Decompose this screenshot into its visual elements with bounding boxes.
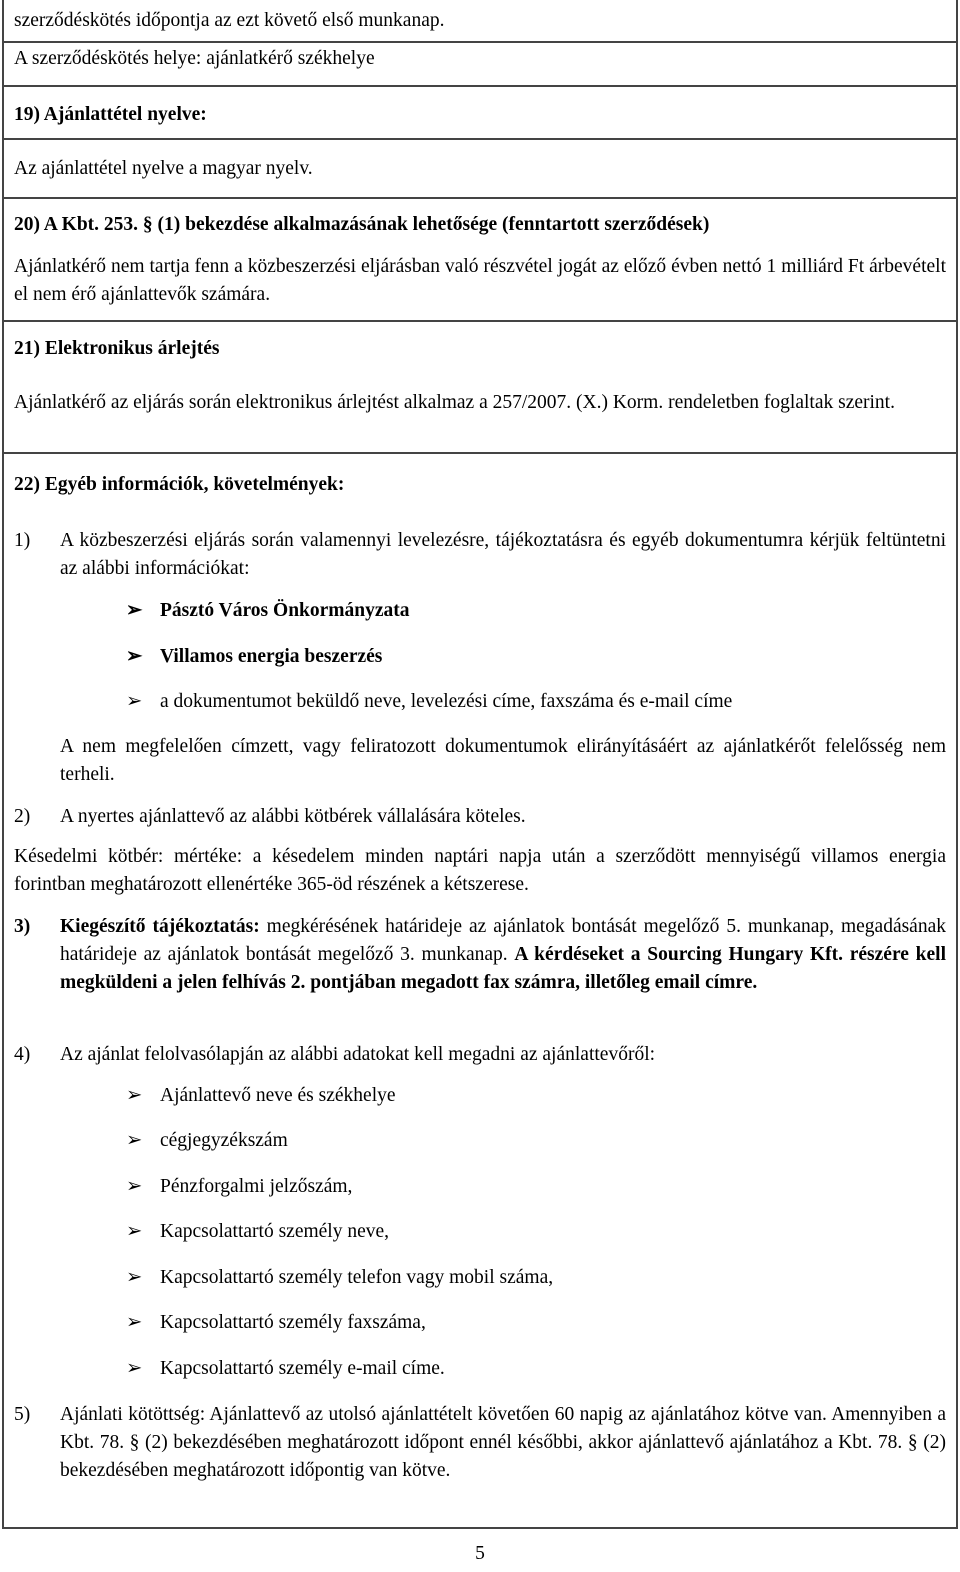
arrow-bullet-icon: ➢ bbox=[126, 1176, 143, 1197]
item-3-number: 3) bbox=[14, 916, 31, 937]
arrow-bullet-icon: ➢ bbox=[126, 1221, 143, 1242]
row-divider bbox=[2, 320, 958, 322]
arrow-bullet-icon: ➢ bbox=[126, 646, 143, 667]
section-20-heading: 20) A Kbt. 253. § (1) bekezdése alkalmazásának lehetősége (fenntartott szerződések) bbox=[14, 214, 710, 235]
section-21-heading: 21) Elektronikus árlejtés bbox=[14, 338, 220, 359]
arrow-bullet-icon: ➢ bbox=[126, 1085, 143, 1106]
item-1-note bbox=[14, 733, 946, 789]
item-2-text bbox=[14, 803, 946, 831]
arrow-bullet-icon: ➢ bbox=[126, 1130, 143, 1151]
section-21-text: Ajánlatkérő az eljárás során elektronikus árlejtést alkalmaz a 257/2007. (X.) Korm. rendeletben foglaltak szerint. bbox=[14, 392, 895, 413]
item-1-number: 1) bbox=[14, 530, 31, 551]
bullet-text: Kapcsolattartó személy faxszáma, bbox=[160, 1312, 426, 1333]
arrow-bullet-icon: ➢ bbox=[126, 691, 143, 712]
item-1-note-body: A nem megfelelően címzett, vagy feliratozott dokumentumok elirányításáért az ajánlatkérőt felelősség nem terheli. bbox=[60, 736, 946, 785]
frame-left-border bbox=[2, 0, 4, 1528]
contract-place-text: A szerződéskötés helye: ajánlatkérő székhelye bbox=[14, 48, 375, 69]
section-20-text: Ajánlatkérő nem tartja fenn a közbeszerzési eljárásban való részvétel jogát az előző évben nettó 1 milliárd Ft árbevételt el nem érő ajánlattevők számára. bbox=[14, 256, 946, 305]
item-2-body: A nyertes ajánlattevő az alábbi kötbérek vállalására köteles. bbox=[60, 806, 526, 827]
arrow-bullet-icon: ➢ bbox=[126, 1312, 143, 1333]
item-5-body: Ajánlati kötöttség: Ajánlattevő az utolsó ajánlattételt követően 60 napig az ajánlatához kötve van. Amennyiben a Kbt. 78. § (2) bekezdésében meghatározott időpont ennél későbbi, akkor ajánlattevő ajánlatához a Kbt. 78. § (2) bekezdésében meghatározott időpontig van kötve. bbox=[60, 1404, 946, 1481]
item-3-bold-tail: A kérdéseket a Sourcing Hungary Kft. részére kell megküldeni a jelen felhívás 2. pontjában megadott fax számra, illetőleg email címre. bbox=[60, 944, 946, 993]
item-1-body: A közbeszerzési eljárás során valamennyi levelezésre, tájékoztatásra és egyéb dokumentumra kérjük feltüntetni az alábbi információkat: bbox=[60, 530, 946, 579]
row-divider bbox=[2, 197, 958, 199]
bullet-text: Pásztó Város Önkormányzata bbox=[160, 600, 410, 621]
item-3-text bbox=[14, 913, 946, 997]
item-5-text bbox=[14, 1401, 946, 1485]
section-19-text: Az ajánlattétel nyelve a magyar nyelv. bbox=[14, 158, 313, 179]
bullet-text: Kapcsolattartó személy e-mail címe. bbox=[160, 1358, 445, 1379]
arrow-bullet-icon: ➢ bbox=[126, 600, 143, 621]
arrow-bullet-icon: ➢ bbox=[126, 1358, 143, 1379]
section-19-heading: 19) Ajánlattétel nyelve: bbox=[14, 104, 207, 125]
page-number: 5 bbox=[475, 1543, 485, 1564]
item-4-body: Az ajánlat felolvasólapján az alábbi adatokat kell megadni az ajánlattevőről: bbox=[60, 1044, 656, 1065]
frame-right-border bbox=[956, 0, 958, 1528]
row-divider bbox=[2, 138, 958, 140]
section-22-heading: 22) Egyéb információk, követelmények: bbox=[14, 474, 345, 495]
row-divider bbox=[2, 41, 958, 43]
item-1-text bbox=[14, 527, 946, 583]
arrow-bullet-icon: ➢ bbox=[126, 1267, 143, 1288]
bullet-text: Ajánlattevő neve és székhelye bbox=[160, 1085, 396, 1106]
bullet-text: Kapcsolattartó személy neve, bbox=[160, 1221, 390, 1242]
bullet-text: Villamos energia beszerzés bbox=[160, 646, 383, 667]
item-3-body: megkérésének határideje az ajánlatok bontását megelőző 5. munkanap, megadásának határideje az ajánlatok bontását megelőző 3. munkanap. bbox=[60, 916, 946, 965]
bullet-text: Pénzforgalmi jelzőszám, bbox=[160, 1176, 353, 1197]
contract-date-text: szerződéskötés időpontja az ezt követő első munkanap. bbox=[14, 10, 445, 31]
item-4-text bbox=[14, 1041, 946, 1069]
row-divider bbox=[2, 452, 958, 454]
item-4-number: 4) bbox=[14, 1044, 31, 1065]
frame-bottom-border bbox=[2, 1527, 958, 1529]
item-2-number: 2) bbox=[14, 806, 31, 827]
bullet-text: Kapcsolattartó személy telefon vagy mobil száma, bbox=[160, 1267, 554, 1288]
bullet-text: cégjegyzékszám bbox=[160, 1130, 288, 1151]
delay-penalty-text: Késedelmi kötbér: mértéke: a késedelem minden naptári napja után a szerződött mennyiségű villamos energia forintban meghatározott ellenértéke 365-öd részének a kétszerese. bbox=[14, 846, 946, 895]
item-5-number: 5) bbox=[14, 1404, 31, 1425]
item-3-label: Kiegészítő tájékoztatás: bbox=[60, 916, 260, 937]
bullet-text: a dokumentumot beküldő neve, levelezési címe, faxszáma és e-mail címe bbox=[160, 691, 733, 712]
row-divider bbox=[2, 85, 958, 87]
